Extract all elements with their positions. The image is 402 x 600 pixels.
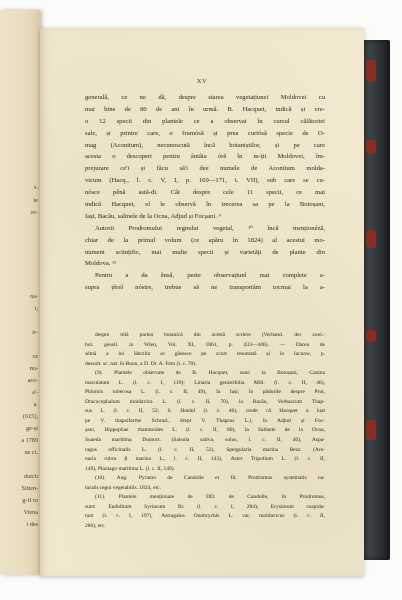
text-line: chiar de la primul volum (ce apăru în 1824) al acestui mo- [85, 236, 325, 244]
footnote-line: despre tótă partea botanică din acéstă scriere (Verhand. der zool.- [95, 332, 325, 338]
cover-red-mark [366, 140, 376, 154]
text-line: mai bine de 80 de ani în urmă. B. Hacquet, indică și vre- [85, 105, 325, 113]
footnote-line: turalis regni vegetabilis. 1824, etc. [85, 484, 161, 491]
left-page-fragment: ge-și [25, 426, 38, 432]
footnote-line: maculatum L. (l. c. I, 119); Linaria genistifolia Mill. (l. c. II, 46), [85, 379, 325, 386]
text-line: nument sciințific, mai multe specii și varietăți de plante din [85, 248, 325, 256]
left-page-fragment: a'- [32, 390, 38, 396]
footnote-line: pe V. thapsiforme Schrad., drept V. Thapsus L.), în Adjud și Foc- [85, 417, 325, 424]
footnote-line: Suaeda maritima Dumort. (Salsola sativa, solus, l. c. II, 46), Aspa- [85, 437, 325, 444]
text-line: indică Hacquet, el le observă în trecerea sa pe la Botoșani, [85, 201, 325, 209]
footnote-line: 149), Plantago maritima L. (l. c. II, 149). [85, 465, 175, 472]
left-page-fragment: nu- [29, 366, 38, 372]
cover-red-mark [366, 60, 376, 82]
left-page-fragment: a 1789 [21, 438, 38, 444]
footnote-line: sunt: Eudiditum Syriacum Br. (l. c. I, 284), Erysimum cuspida- [85, 503, 325, 510]
footnote-line: dessolt. sc. nat. în Bonn, a D. Dr. A. Fetu (l. c. 70). [85, 360, 197, 367]
left-page-fragment: r, [34, 306, 38, 312]
text-line: nósce pênă astă-di. Cât despre cele 11 specii, ce mai [85, 189, 325, 197]
left-page-edge [0, 10, 40, 575]
left-page-fragment: g-fl ro [22, 498, 38, 504]
cover-red-mark [366, 330, 376, 342]
footnote-line: sémă a lui Herzlin se găsesce pe scurt resumată și în Iacnow, p. [85, 351, 325, 358]
text-line: acesta o descoperi pentru ântâia óră în m-ții Moldovei, îm- [85, 153, 325, 161]
text-line: Autorii Prodromului regnului vegetal, ¹⁰ încă menționéză, [95, 224, 325, 232]
left-page-fragment: Viena [23, 510, 38, 516]
footnote-line: tum (l. c. I, 197), Astragalus Onobrychis L. var. moldavicus (l. c. II, [85, 513, 325, 520]
text-line: prejurare ce'i și făcu să'i dee numele de Aconitum molda- [85, 165, 325, 173]
left-page-fragment: ace- [27, 378, 38, 384]
footnote-line: Dracocephalum moldavica L. (l. c. II, 70), la Bacău, Verbascum Thap- [85, 398, 325, 405]
footnote-line: (10). Aug. Pyramo de Candolle et fil. Prodromus systematis na- [95, 475, 325, 482]
footnote-line: naria rubra β marina L., l. c. II, 143), Aster Tripolium L. (l. c. II, [85, 456, 325, 463]
footnote-line: sus L. (l. c. II, 52; S. Hoelnl (l. c. 46), crede că Hacquet a luat [85, 408, 325, 415]
left-page-fragment: ne ci. [24, 450, 38, 456]
footnote-line: ragus officinalis L. (l. c. II, 52), Spergularia marina Besz. (Are- [85, 446, 325, 453]
cover-red-mark [366, 230, 376, 248]
book-page [40, 28, 364, 576]
text-line: generală, ce ne dă, despre starea vegetațiunei Moldovei cu [85, 94, 325, 101]
left-page-fragment: te [33, 198, 38, 204]
left-page-fragment: ce [32, 354, 38, 360]
footnote-line: 286), etc. [85, 522, 106, 529]
cover-red-mark [366, 420, 376, 440]
footnote-line: (9). Plantele observate de B. Hacquet, sunt: la Botoșani, Canina [95, 370, 325, 377]
footnotes [85, 331, 325, 531]
text-line: Iași, Bacău, salinele de la Ocna, Adjud și Focșani. ⁹ [85, 212, 221, 220]
left-page-fragment: (615), [23, 414, 38, 420]
left-page-fragment: i des [26, 522, 38, 528]
text-line: vicum (Hacq., l. c. V, I, p. 169—171, t. VII), sub care se cu- [85, 177, 325, 185]
text-line: o 12 specii din plantele ce a observat în cursul călătoriei [85, 117, 325, 125]
text-line: Moldova. ¹¹ [85, 260, 117, 268]
text-line: mag (Aconitum), necunoscută încă botaniștilor, și pe care [85, 141, 325, 149]
left-page-fragment: s. [34, 185, 38, 191]
text-line: sale, și printre care, o frumósă și prea curiósă specie de O- [85, 129, 325, 137]
text-line: supra țêreî nóstre, trebue să ne transportăm tocmai la a- [85, 284, 325, 292]
text-line: Pentru a da ênsă, peste observațiunî mai complete a- [95, 272, 325, 280]
footnote-line: (11). Plantele menționate de DD. de Candolle, în Prodromus, [95, 494, 325, 501]
left-page-fragment: ir- [32, 330, 38, 336]
left-page-fragment: durch [23, 474, 38, 480]
left-page-fragment: Sitten- [21, 486, 38, 492]
book-cover-edge [360, 40, 390, 560]
main-text [85, 92, 325, 294]
footnote-line: Phlomis tuberosa L. (l. c. II, 49), la Iași, în pădurile despre Prut, [85, 389, 325, 396]
footnote-line: șani, Hippophae rhamnoides L. (l. c. II, 80), la Salinele de la Ocna, [85, 427, 325, 434]
left-page-fragment: re- [31, 210, 38, 216]
page-number: XV [196, 78, 208, 85]
left-page-fragment: na- [30, 294, 38, 300]
left-page-fragment: a. [33, 402, 38, 408]
footnote-line: bot. gesell. in Wien, Vol. XI, 1861, p. 433—446). — Darea de [85, 341, 325, 348]
